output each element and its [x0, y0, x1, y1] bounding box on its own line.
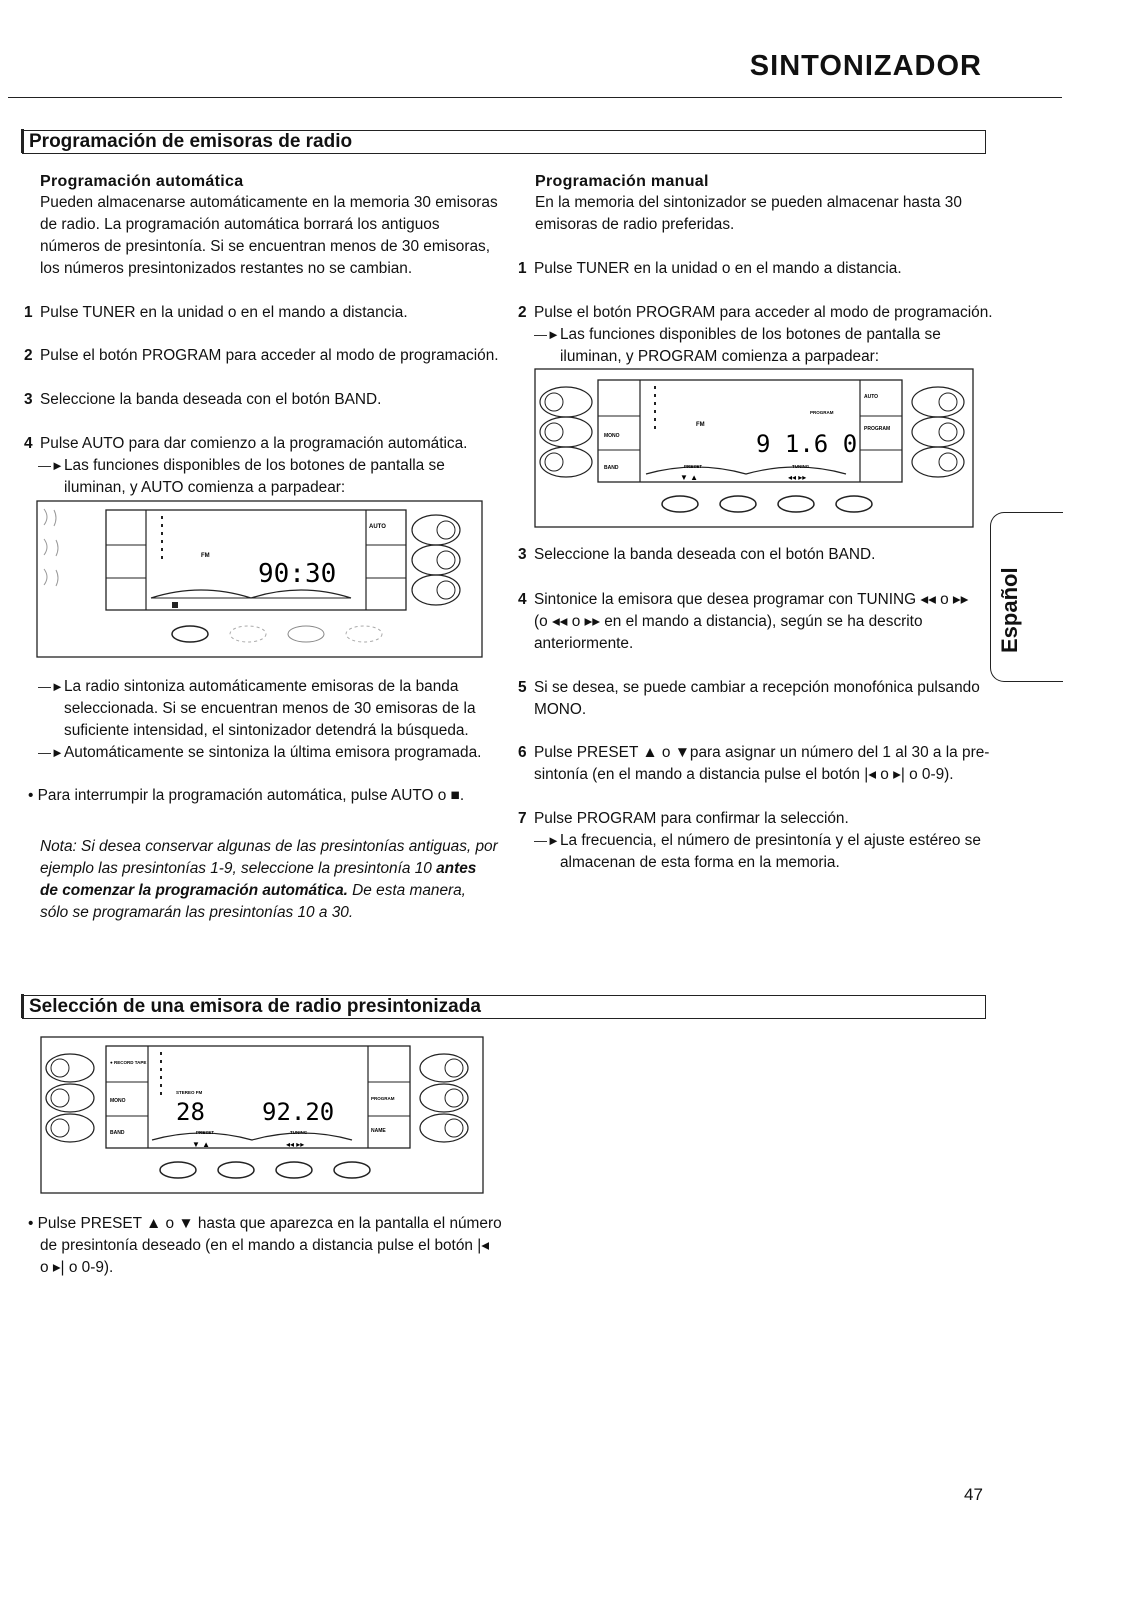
bottom-button-1	[662, 496, 698, 512]
result-line: La frecuencia, el número de presintonía y el ajuste estéreo se	[560, 832, 981, 849]
auto-step-4	[24, 433, 467, 455]
tuning-label: TUNING	[290, 1130, 308, 1135]
manual-step-3	[518, 544, 875, 566]
tuning-arrows-icon: ◂◂ ▸▸	[788, 473, 807, 482]
result-line: seleccionada. Si se encuentran menos de 30 emisoras de la	[64, 700, 476, 717]
bottom-button-1	[172, 626, 208, 642]
preset-arrows-icon: ▼ ▲	[192, 1140, 211, 1149]
left-button-1	[540, 387, 592, 417]
name-label: NAME	[371, 1128, 386, 1134]
auto-label: AUTO	[369, 524, 386, 530]
preset-selection-bullet	[28, 1213, 502, 1279]
step-text: Seleccione la banda deseada con el botón BAND.	[534, 546, 876, 563]
step-text: Si se desea, se puede cambiar a recepción monofónica pulsando	[534, 679, 980, 696]
header-divider	[8, 97, 1062, 98]
frequency-readout: 9 1.6 0	[756, 430, 858, 458]
result-line: Las funciones disponibles de los botones de pantalla se	[64, 457, 445, 474]
left-button-2	[540, 417, 592, 447]
result-line: suficiente intensidad, el sintonizador detendrá la búsqueda.	[64, 722, 469, 739]
step-number: 4	[24, 435, 33, 452]
record-tape-label: ● RECORD TAPE	[110, 1060, 147, 1065]
step-text: Pulse el botón PROGRAM para acceder al modo de programación.	[40, 347, 499, 364]
note-emphasis: de comenzar la programación automática.	[40, 882, 348, 899]
step-number: 2	[518, 304, 527, 321]
preset-label: PRESET	[196, 1130, 215, 1135]
bottom-button-2	[230, 626, 266, 642]
note-line: sólo se programarán las presintonías 10 a 30.	[40, 904, 354, 921]
auto-results	[38, 676, 481, 764]
manual-step-2-result	[534, 324, 941, 368]
manual-display-illustration	[534, 368, 976, 530]
step-number: 1	[518, 260, 527, 277]
tuning-arrows-icon: ◂◂ ▸▸	[286, 1140, 305, 1149]
section-heading-programming	[22, 130, 986, 154]
auto-display-illustration	[36, 500, 484, 660]
step-number: 6	[518, 744, 527, 761]
note-emphasis: antes	[436, 860, 477, 877]
step-text: Pulse TUNER en la unidad o en el mando a distancia.	[40, 304, 408, 321]
right-button-3	[412, 575, 460, 605]
fm-indicator: FM	[696, 422, 705, 428]
step-number: 3	[518, 546, 527, 563]
frequency-readout: 90:30	[258, 559, 337, 589]
tuning-label: TUNING	[792, 464, 810, 469]
faint-left-buttons	[44, 509, 58, 586]
bottom-button-3	[276, 1162, 312, 1178]
manual-step-6	[518, 742, 989, 786]
step-number: 2	[24, 347, 33, 364]
step-text: Pulse TUNER en la unidad o en el mando a distancia.	[534, 260, 902, 277]
left-button-3	[540, 447, 592, 477]
note-text: De esta manera,	[347, 882, 466, 899]
note-text: ejemplo las presintonías 1-9, seleccione la presintonía 10	[40, 860, 437, 877]
right-button-1	[912, 387, 964, 417]
mono-label: MONO	[604, 433, 620, 439]
bottom-button-4	[334, 1162, 370, 1178]
manual-step-2	[518, 302, 993, 324]
step-number: 4	[518, 591, 527, 608]
preset-display-illustration	[40, 1036, 486, 1196]
manual-step-4	[518, 589, 968, 655]
result-line: almacenan de esta forma en la memoria.	[560, 854, 840, 871]
intro-line: En la memoria del sintonizador se pueden almacenar hasta 30	[535, 194, 962, 211]
step-text: MONO.	[534, 701, 587, 718]
manual-intro	[535, 192, 975, 236]
result-arrow-icon: —►	[38, 458, 64, 473]
step-text: anteriormente.	[534, 635, 634, 652]
program-indicator: PROGRAM	[810, 410, 834, 415]
step-number: 5	[518, 679, 527, 696]
bullet-text: de presintonía deseado (en el mando a distancia pulse el botón |◂	[40, 1237, 489, 1254]
auto-label: AUTO	[864, 394, 879, 400]
manual-step-7-result	[534, 830, 981, 874]
right-button-1	[420, 1054, 468, 1082]
step-text: Pulse PROGRAM para confirmar la selección.	[534, 810, 849, 827]
right-button-3	[420, 1114, 468, 1142]
step-text: Seleccione la banda deseada con el botón BAND.	[40, 391, 382, 408]
manual-step-5	[518, 677, 980, 721]
bullet-text: Pulse PRESET ▲ o ▼ hasta que aparezca en la pantalla el número	[37, 1215, 502, 1232]
auto-step-4-result	[38, 455, 445, 499]
left-button-3	[46, 1114, 94, 1142]
auto-step-3	[24, 389, 381, 411]
bottom-button-2	[720, 496, 756, 512]
manual-step-1	[518, 258, 902, 280]
bottom-button-3	[778, 496, 814, 512]
manual-step-7	[518, 808, 849, 830]
left-button-1	[46, 1054, 94, 1082]
result-arrow-icon: —►	[534, 833, 560, 848]
right-button-2	[912, 417, 964, 447]
step-text: Pulse el botón PROGRAM para acceder al modo de programación.	[534, 304, 993, 321]
preset-dots	[160, 1052, 162, 1095]
intro-line: Pueden almacenarse automáticamente en la memoria 30 emisoras	[40, 194, 498, 211]
band-label: BAND	[604, 465, 619, 471]
manual-heading: Programación manual	[535, 173, 709, 190]
preset-dots	[161, 516, 163, 559]
bottom-button-4	[836, 496, 872, 512]
band-label: BAND	[110, 1130, 125, 1136]
auto-bullet	[28, 785, 464, 807]
intro-line: números de presintonía. Si se encuentran menos de 30 emisoras,	[40, 238, 491, 255]
right-button-2	[420, 1084, 468, 1112]
mono-label: MONO	[110, 1098, 126, 1104]
result-arrow-icon: —►	[38, 745, 64, 760]
lcd-screen	[106, 1046, 410, 1148]
display-frame	[535, 369, 973, 527]
result-arrow-icon: —►	[38, 679, 64, 694]
program-label: PROGRAM	[864, 426, 891, 432]
step-text: sintonía (en el mando a distancia pulse el botón |◂ o ▸| o 0-9).	[534, 766, 954, 783]
result-line: Automáticamente se sintoniza la última emisora programada.	[64, 744, 482, 761]
section-heading-preset-selection	[22, 995, 986, 1019]
auto-step-1	[24, 302, 408, 324]
lcd-screen	[106, 510, 406, 610]
bottom-button-1	[160, 1162, 196, 1178]
step-number: 3	[24, 391, 33, 408]
fm-indicator: FM	[201, 553, 210, 559]
intro-line: emisoras de radio preferidas.	[535, 216, 735, 233]
preset-label: PRESET	[684, 464, 703, 469]
page-number: 47	[964, 1485, 983, 1504]
result-line: Las funciones disponibles de los botones de pantalla se	[560, 326, 941, 343]
result-arrow-icon: —►	[534, 327, 560, 342]
preset-arrows-icon: ▼ ▲	[680, 473, 699, 482]
result-line: La radio sintoniza automáticamente emisoras de la banda	[64, 678, 459, 695]
note-line: Nota: Si desea conservar algunas de las presintonías antiguas, por	[40, 838, 498, 855]
bottom-button-3	[288, 626, 324, 642]
program-label: PROGRAM	[371, 1096, 395, 1101]
intro-line: los números presintonizados restantes no se cambian.	[40, 260, 413, 277]
step-number: 1	[24, 304, 33, 321]
bullet-text: o ▸| o 0-9).	[40, 1259, 114, 1276]
bullet-icon: •	[28, 1215, 38, 1232]
right-button-2	[412, 545, 460, 575]
language-tab	[990, 512, 1063, 682]
step-text: Pulse PRESET ▲ o ▼para asignar un número del 1 al 30 a la pre-	[534, 744, 990, 761]
auto-note	[40, 836, 510, 924]
auto-heading: Programación automática	[40, 173, 244, 190]
result-line: iluminan, y PROGRAM comienza a parpadear:	[560, 348, 880, 365]
section-bar-marker	[21, 129, 24, 153]
language-label: Español	[997, 567, 1022, 653]
bullet-icon: •	[28, 787, 38, 804]
stereo-fm-indicator: STEREO FM	[176, 1090, 203, 1095]
section-bar-marker	[21, 994, 24, 1018]
stop-icon	[172, 602, 178, 608]
section-title: Programación de emisoras de radio	[29, 131, 353, 152]
bottom-button-4	[346, 626, 382, 642]
step-number: 7	[518, 810, 527, 827]
frequency-readout: 92.20	[262, 1098, 335, 1126]
right-button-3	[912, 447, 964, 477]
step-text: (o ◂◂ o ▸▸ en el mando a distancia), según se ha descrito	[534, 613, 923, 630]
preset-dots	[654, 386, 656, 429]
bottom-button-2	[218, 1162, 254, 1178]
step-text: Sintonice la emisora que desea programar con TUNING ◂◂ o ▸▸	[534, 591, 969, 608]
intro-line: de radio. La programación automática borrará los antiguos	[40, 216, 440, 233]
step-text: Pulse AUTO para dar comienzo a la programación automática.	[40, 435, 468, 452]
page-title: SINTONIZADOR	[749, 50, 982, 82]
auto-intro	[40, 192, 500, 280]
auto-step-2	[24, 345, 499, 367]
preset-number-readout: 28	[176, 1098, 205, 1126]
result-line: iluminan, y AUTO comienza a parpadear:	[64, 479, 346, 496]
right-button-1	[412, 515, 460, 545]
bullet-text: Para interrumpir la programación automática, pulse AUTO o ■.	[37, 787, 465, 804]
left-button-2	[46, 1084, 94, 1112]
section-title: Selección de una emisora de radio presintonizada	[29, 996, 481, 1017]
